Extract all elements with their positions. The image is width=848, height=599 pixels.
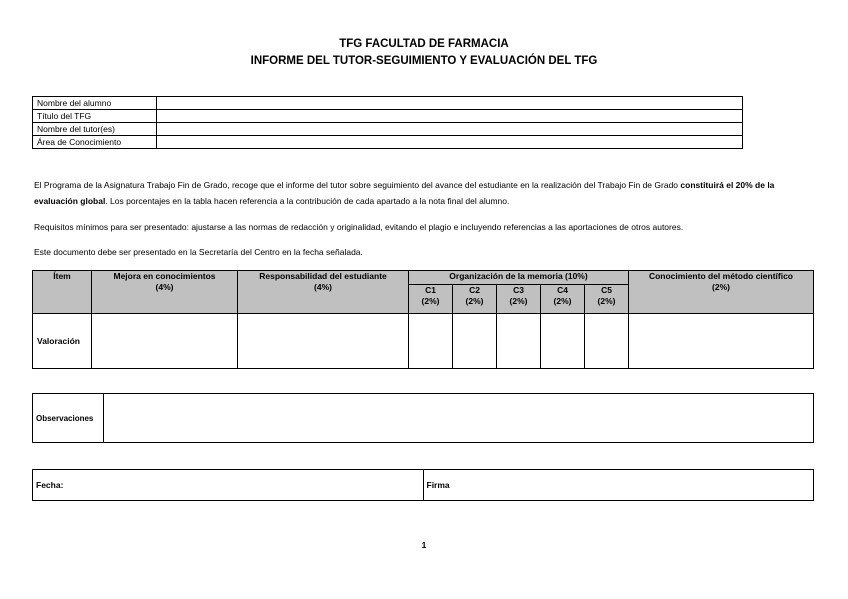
criterion-c4-header: C4 (2%) <box>541 285 585 314</box>
document-title-line2: INFORME DEL TUTOR-SEGUIMIENTO Y EVALUACIÓN DEL TFG <box>250 55 598 67</box>
submission-paragraph: Este documento debe ser presentado en la Secretaría del Centro en la fecha señalada. <box>34 247 363 257</box>
intro-text-a: El Programa de la Asignatura Trabajo Fin de Grado, recoge que el informe del tutor sobre seguimiento del avance del estudiante en la realización del Trabajo Fin de Grado <box>34 180 679 190</box>
table-row <box>33 470 814 501</box>
criterion-c1-header: C1 (2%) <box>409 285 453 314</box>
metodo-header: Conocimiento del método científico (2%) <box>629 271 814 314</box>
evaluation-table <box>32 270 814 369</box>
tutor-name-field[interactable] <box>157 123 743 136</box>
mejora-score-cell[interactable] <box>92 314 238 369</box>
item-header: Ítem <box>33 271 92 314</box>
criterion-c2-header: C2 (2%) <box>453 285 497 314</box>
student-info-table <box>32 96 743 149</box>
observations-field[interactable] <box>104 394 814 443</box>
c5-score-cell[interactable] <box>585 314 629 369</box>
metodo-score-cell[interactable] <box>629 314 814 369</box>
table-row <box>33 123 743 136</box>
signature-table <box>32 469 814 501</box>
page-number: 1 <box>421 540 427 550</box>
tfg-title-field[interactable] <box>157 110 743 123</box>
knowledge-area-field[interactable] <box>157 136 743 149</box>
c2-score-cell[interactable] <box>453 314 497 369</box>
responsabilidad-score-cell[interactable] <box>238 314 409 369</box>
criterion-c5-header: C5 (2%) <box>585 285 629 314</box>
table-header-row <box>33 271 814 285</box>
intro-paragraph <box>34 177 814 209</box>
observations-label: Observaciones <box>33 394 104 443</box>
student-name-field[interactable] <box>157 97 743 110</box>
tutor-name-label: Nombre del tutor(es) <box>33 123 157 136</box>
c1-score-cell[interactable] <box>409 314 453 369</box>
mejora-header: Mejora en conocimientos (4%) <box>92 271 238 314</box>
table-row <box>33 394 814 443</box>
organizacion-header: Organización de la memoria (10%) <box>409 271 629 285</box>
criterion-c3-header: C3 (2%) <box>497 285 541 314</box>
student-name-label: Nombre del alumno <box>33 97 157 110</box>
tfg-title-label: Título del TFG <box>33 110 157 123</box>
valoracion-row <box>33 314 814 369</box>
knowledge-area-label: Área de Conocimiento <box>33 136 157 149</box>
table-row <box>33 97 743 110</box>
document-title-line1: TFG FACULTAD DE FARMACIA <box>339 38 509 50</box>
intro-text-b: . Los porcentajes en la tabla hacen referencia a la contribución de cada apartado a la nota final del alumno. <box>105 196 510 206</box>
responsabilidad-header: Responsabilidad del estudiante (4%) <box>238 271 409 314</box>
c3-score-cell[interactable] <box>497 314 541 369</box>
valoracion-label: Valoración <box>33 314 92 369</box>
table-row <box>33 136 743 149</box>
table-row <box>33 110 743 123</box>
date-field[interactable]: Fecha: <box>33 470 424 501</box>
observations-table <box>32 393 814 443</box>
intro-text-bold: constituirá el 20% de la evaluación global <box>34 180 775 206</box>
signature-field[interactable]: Firma <box>423 470 814 501</box>
c4-score-cell[interactable] <box>541 314 585 369</box>
requirements-paragraph: Requisitos mínimos para ser presentado: ajustarse a las normas de redacción y originalidad, evitando el plagio e incluyendo referencias a las aportaciones de otros autores. <box>34 222 684 232</box>
